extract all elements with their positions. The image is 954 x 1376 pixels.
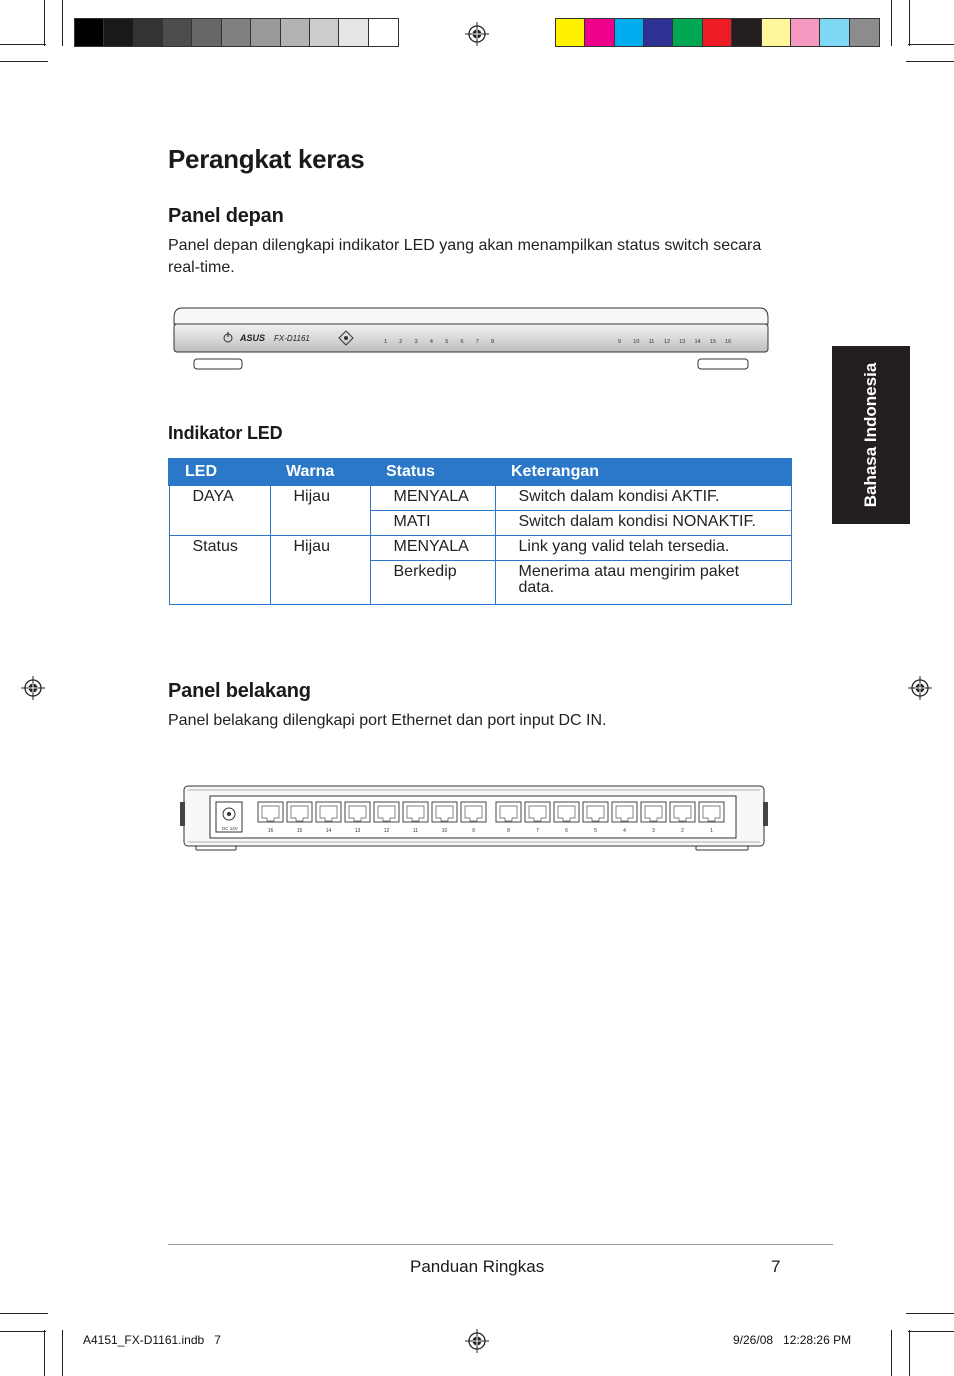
crop-mark bbox=[891, 1330, 892, 1376]
grayscale-bar bbox=[74, 18, 399, 47]
ethernet-port-label: 5 bbox=[594, 828, 597, 834]
color-swatch bbox=[791, 19, 820, 46]
crop-mark bbox=[908, 44, 954, 45]
led-table bbox=[168, 458, 792, 605]
color-swatch bbox=[850, 19, 879, 46]
registration-mark-icon bbox=[465, 22, 489, 46]
led-color-cell: Hijau bbox=[270, 485, 370, 536]
ethernet-port-label: 6 bbox=[565, 828, 568, 834]
crop-mark bbox=[0, 1313, 48, 1314]
crop-mark bbox=[906, 61, 954, 62]
color-swatch bbox=[762, 19, 791, 46]
crop-mark bbox=[891, 0, 892, 46]
front-port-number: 1 bbox=[384, 339, 388, 345]
led-status-cell: MENYALA bbox=[370, 536, 495, 561]
ethernet-port-label: 8 bbox=[507, 828, 510, 834]
led-name-cell: Status bbox=[169, 536, 270, 605]
color-swatch bbox=[339, 19, 368, 46]
front-port-number: 16 bbox=[725, 339, 732, 345]
column-header-led: LED bbox=[169, 459, 270, 485]
led-description-cell: Switch dalam kondisi NONAKTIF. bbox=[495, 511, 791, 536]
front-port-number: 14 bbox=[694, 339, 701, 345]
footer-title: Panduan Ringkas bbox=[410, 1257, 545, 1276]
led-description-cell: Menerima atau mengirim paket data. bbox=[495, 561, 791, 605]
front-port-number: 6 bbox=[460, 339, 464, 345]
front-panel-illustration bbox=[170, 302, 772, 376]
front-panel-description: Panel depan dilengkapi indikator LED yang akan menampilkan status switch secara real-time. bbox=[168, 237, 762, 276]
front-port-number: 13 bbox=[679, 339, 686, 345]
ethernet-port-label: 3 bbox=[652, 828, 655, 834]
column-header-color: Warna bbox=[270, 459, 370, 485]
led-color-cell: Hijau bbox=[270, 536, 370, 605]
ethernet-port-label: 2 bbox=[681, 828, 684, 834]
color-swatch bbox=[369, 19, 398, 46]
front-port-number: 15 bbox=[709, 339, 716, 345]
dc-label: DC 12V bbox=[222, 826, 238, 831]
color-swatch bbox=[222, 19, 251, 46]
ethernet-port-label: 16 bbox=[267, 828, 274, 834]
front-port-number: 5 bbox=[445, 339, 449, 345]
led-description-cell: Link yang valid telah tersedia. bbox=[495, 536, 791, 561]
crop-mark bbox=[906, 1313, 954, 1314]
front-port-number: 4 bbox=[429, 339, 433, 345]
color-swatch bbox=[585, 19, 614, 46]
color-swatch bbox=[703, 19, 732, 46]
crop-mark bbox=[44, 1330, 45, 1376]
ethernet-port-label: 10 bbox=[441, 828, 448, 834]
led-description-cell: Switch dalam kondisi AKTIF. bbox=[495, 485, 791, 511]
print-slug-file: A4151_FX-D1161.indb 7 bbox=[83, 1333, 221, 1347]
front-port-number: 2 bbox=[399, 339, 403, 345]
language-tab-label: Bahasa Indonesia bbox=[861, 362, 880, 508]
front-port-number: 9 bbox=[618, 339, 622, 345]
ethernet-port-label: 1 bbox=[710, 828, 713, 834]
front-port-number: 8 bbox=[491, 339, 495, 345]
ethernet-port-label: 7 bbox=[536, 828, 539, 834]
table-row bbox=[169, 485, 791, 511]
crop-mark bbox=[909, 0, 910, 46]
crop-mark bbox=[909, 1330, 910, 1376]
ethernet-port-label: 12 bbox=[383, 828, 390, 834]
led-status-cell: Berkedip bbox=[370, 561, 495, 605]
color-swatch bbox=[556, 19, 585, 46]
led-name-cell: DAYA bbox=[169, 485, 270, 536]
front-port-number: 3 bbox=[414, 339, 418, 345]
color-swatch bbox=[673, 19, 702, 46]
front-panel-heading: Panel depan bbox=[168, 205, 284, 227]
color-swatch bbox=[310, 19, 339, 46]
front-port-number: 10 bbox=[633, 339, 640, 345]
table-header-row bbox=[169, 459, 791, 485]
color-swatch bbox=[644, 19, 673, 46]
crop-mark bbox=[0, 44, 46, 45]
color-swatch bbox=[75, 19, 104, 46]
crop-mark bbox=[908, 1331, 954, 1332]
crop-mark bbox=[62, 1330, 63, 1376]
device-model: FX-D1161 bbox=[274, 334, 310, 343]
registration-mark-icon bbox=[21, 676, 45, 700]
table-row bbox=[169, 536, 791, 561]
color-swatch bbox=[281, 19, 310, 46]
front-port-number: 12 bbox=[663, 339, 671, 345]
ethernet-port-label: 14 bbox=[325, 828, 332, 834]
color-swatch bbox=[615, 19, 644, 46]
ethernet-port-label: 11 bbox=[412, 828, 419, 834]
color-swatch bbox=[732, 19, 761, 46]
rear-panel-description: Panel belakang dilengkapi port Ethernet dan port input DC IN. bbox=[168, 712, 607, 729]
rear-panel-illustration bbox=[180, 780, 768, 854]
color-calibration-bar bbox=[555, 18, 880, 47]
crop-mark bbox=[0, 61, 48, 62]
front-port-number: 7 bbox=[475, 339, 479, 345]
column-header-status: Status bbox=[370, 459, 495, 485]
footer-divider bbox=[168, 1244, 833, 1245]
ethernet-port-label: 4 bbox=[623, 828, 626, 834]
led-status-cell: MENYALA bbox=[370, 485, 495, 511]
crop-mark bbox=[0, 1331, 46, 1332]
crop-mark bbox=[44, 0, 45, 46]
ethernet-port-label: 13 bbox=[354, 828, 361, 834]
led-section-heading: Indikator LED bbox=[168, 423, 283, 443]
page-title: Perangkat keras bbox=[168, 144, 365, 174]
color-swatch bbox=[820, 19, 849, 46]
color-swatch bbox=[163, 19, 192, 46]
language-tab[interactable] bbox=[832, 346, 910, 524]
color-swatch bbox=[192, 19, 221, 46]
color-swatch bbox=[104, 19, 133, 46]
page-number: 7 bbox=[771, 1257, 781, 1276]
registration-mark-icon bbox=[465, 1329, 489, 1353]
color-swatch bbox=[251, 19, 280, 46]
led-status-cell: MATI bbox=[370, 511, 495, 536]
column-header-description: Keterangan bbox=[495, 459, 791, 485]
device-brand: ASUS bbox=[240, 333, 266, 343]
ethernet-port-label: 9 bbox=[472, 828, 475, 834]
rear-panel-heading: Panel belakang bbox=[168, 680, 311, 702]
crop-mark bbox=[62, 0, 63, 46]
dc-power-jack bbox=[216, 802, 242, 832]
print-slug-date: 9/26/08 12:28:26 PM bbox=[733, 1333, 852, 1347]
ethernet-port-label: 15 bbox=[296, 828, 303, 834]
front-port-number: 11 bbox=[648, 339, 655, 345]
color-swatch bbox=[134, 19, 163, 46]
registration-mark-icon bbox=[908, 676, 932, 700]
